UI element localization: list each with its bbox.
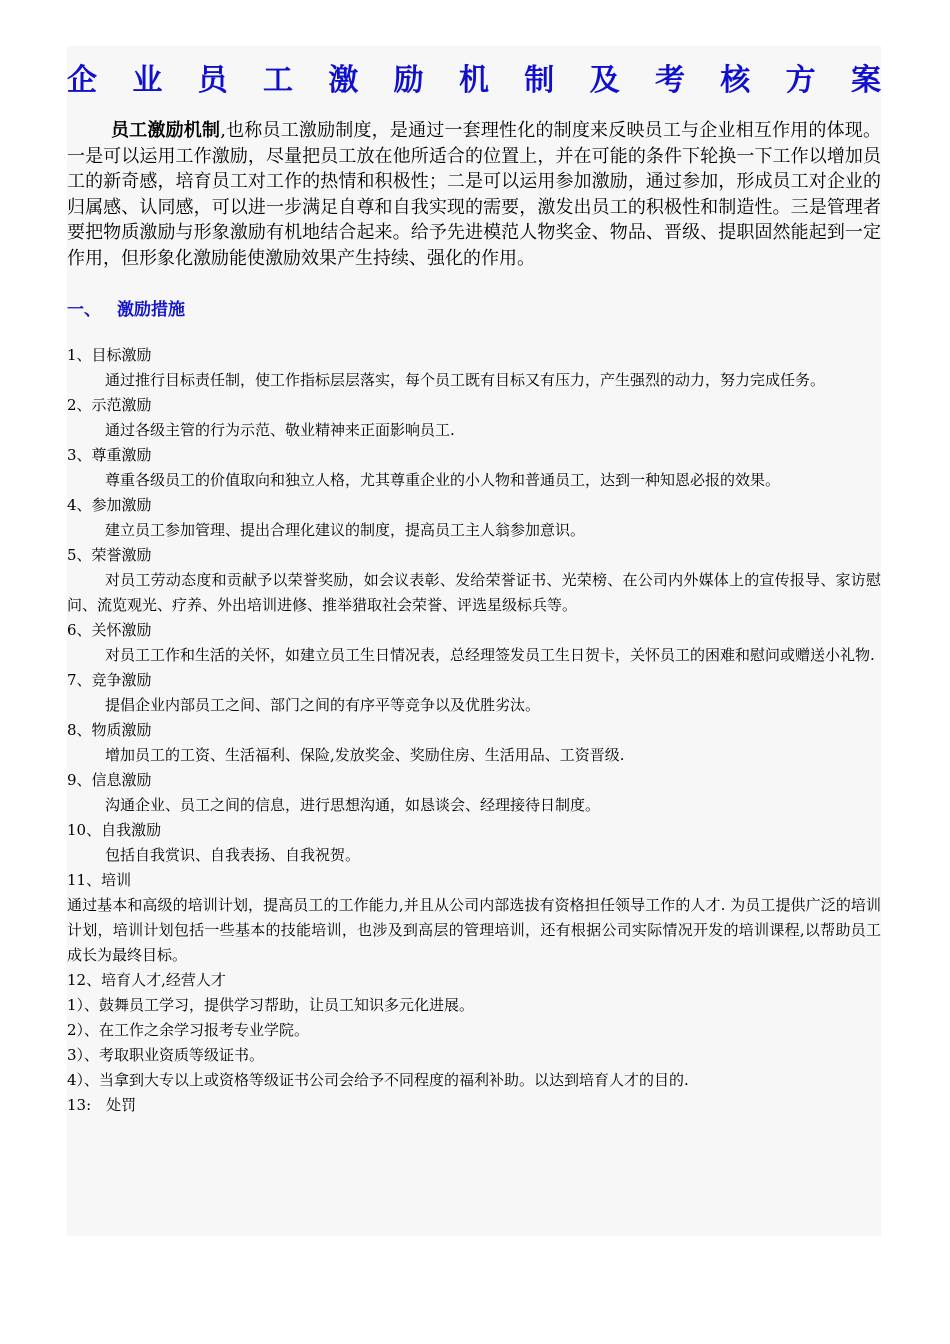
item-title: 1、目标激励 xyxy=(67,346,152,364)
title-char: 激 xyxy=(328,63,359,98)
list-item-punish xyxy=(67,1093,881,1118)
item-title: 5、荣誉激励 xyxy=(67,546,152,564)
document-title xyxy=(67,58,881,104)
title-char: 励 xyxy=(393,63,424,98)
item-title: 9、信息激励 xyxy=(67,771,152,789)
section-title: 激励措施 xyxy=(117,300,185,320)
sub-item: 2）、在工作之余学习报考专业学院。 xyxy=(67,1021,310,1039)
intro-paragraph xyxy=(67,118,881,271)
title-char: 案 xyxy=(850,63,881,98)
title-char: 方 xyxy=(785,63,816,98)
list-item-training xyxy=(67,868,881,968)
sub-item: 4）、当拿到大专以上或资格等级证书公司会给予不同程度的福利补助。以达到培育人才的目的. xyxy=(67,1071,689,1089)
item-body: 增加员工的工资、生活福利、保险,发放奖金、奖励住房、生活用品、工资晋级. xyxy=(105,746,625,764)
item-body: 通过基本和高级的培训计划，提高员工的工作能力,并且从公司内部选拔有资格担任领导工作的人才. 为员工提供广泛的培训计划，培训计划包括一些基本的技能培训，也涉及到高层的管理培训，还有根据公司实际情况开发的培训课程,以帮助员工成长为最终目标。 xyxy=(67,896,881,964)
intro-lead-term: 员工激励机制 xyxy=(111,120,221,141)
title-char: 机 xyxy=(458,63,489,98)
sub-item: 3）、考取职业资质等级证书。 xyxy=(67,1046,265,1064)
list-item xyxy=(67,768,881,818)
item-title: 8、物质激励 xyxy=(67,721,152,739)
title-char: 企 xyxy=(67,63,97,98)
list-item xyxy=(67,718,881,768)
item-title: 13: 处罚 xyxy=(67,1096,137,1114)
item-body: 通过推行目标责任制，使工作指标层层落实，每个员工既有目标又有压力，产生强烈的动力，努力完成任务。 xyxy=(105,371,826,389)
item-title: 3、尊重激励 xyxy=(67,446,152,464)
list-item xyxy=(67,493,881,543)
item-body: 提倡企业内部员工之间、部门之间的有序平等竞争以及优胜劣汰。 xyxy=(105,696,541,714)
list-item xyxy=(67,443,881,493)
measures-list xyxy=(67,343,881,1118)
list-item-cultivate xyxy=(67,968,881,1093)
list-item xyxy=(67,668,881,718)
item-title: 12、培育人才,经营人才 xyxy=(67,971,226,989)
list-item xyxy=(67,343,881,393)
item-title: 6、关怀激励 xyxy=(67,621,152,639)
list-item xyxy=(67,618,881,668)
section-heading xyxy=(67,295,881,325)
item-body: 尊重各级员工的价值取向和独立人格，尤其尊重企业的小人物和普通员工，达到一种知恩必报的效果。 xyxy=(105,471,781,489)
item-body: 通过各级主管的行为示范、敬业精神来正面影响员工. xyxy=(105,421,455,439)
item-title: 11、培训 xyxy=(67,871,132,889)
title-char: 业 xyxy=(132,63,163,98)
item-title: 4、参加激励 xyxy=(67,496,152,514)
item-body: 沟通企业、员工之间的信息，进行思想沟通，如恳谈会、经理接待日制度。 xyxy=(105,796,601,814)
title-char: 制 xyxy=(524,63,555,98)
item-title: 10、自我激励 xyxy=(67,821,162,839)
item-body: 包括自我赏识、自我表扬、自我祝贺。 xyxy=(105,846,361,864)
list-item xyxy=(67,543,881,618)
intro-text: ,也称员工激励制度，是通过一套理性化的制度来反映员工与企业相互作用的体现。一是可以运用工作激励，尽量把员工放在他所适合的位置上，并在可能的条件下轮换一下工作以增加员工的新奇感，培育员工对工作的热情和积极性；二是可以运用参加激励，通过参加，形成员工对企业的归属感、认同感，可以进一步满足自尊和自我实现的需要，激发出员工的积极性和制造性。三是管理者要把物质激励与形象激励有机地结合起来。给予先进模范人物奖金、物品、晋级、提职固然能起到一定作用，但形象化激励能使激励效果产生持续、强化的作用。 xyxy=(67,120,881,269)
title-char: 员 xyxy=(197,63,228,98)
item-title: 2、示范激励 xyxy=(67,396,152,414)
item-title: 7、竞争激励 xyxy=(67,671,152,689)
list-item xyxy=(67,393,881,443)
title-char: 核 xyxy=(720,63,751,98)
item-body: 对员工工作和生活的关怀，如建立员工生日情况表，总经理签发员工生日贺卡，关怀员工的困难和慰问或赠送小礼物. xyxy=(105,646,875,664)
section-number: 一、 xyxy=(67,300,101,320)
title-char: 工 xyxy=(262,63,293,98)
document-page xyxy=(67,46,881,1236)
item-body: 建立员工参加管理、提出合理化建议的制度，提高员工主人翁参加意识。 xyxy=(105,521,586,539)
list-item xyxy=(67,818,881,868)
title-char: 考 xyxy=(654,63,685,98)
sub-item: 1）、鼓舞员工学习，提供学习帮助，让员工知识多元化进展。 xyxy=(67,996,475,1014)
item-body: 对员工劳动态度和贡献予以荣誉奖励，如会议表彰、发给荣誉证书、光荣榜、在公司内外媒体上的宣传报导、家访慰问、流览观光、疗养、外出培训进修、推举猎取社会荣誉、评选星级标兵等。 xyxy=(67,571,881,614)
title-char: 及 xyxy=(589,63,620,98)
